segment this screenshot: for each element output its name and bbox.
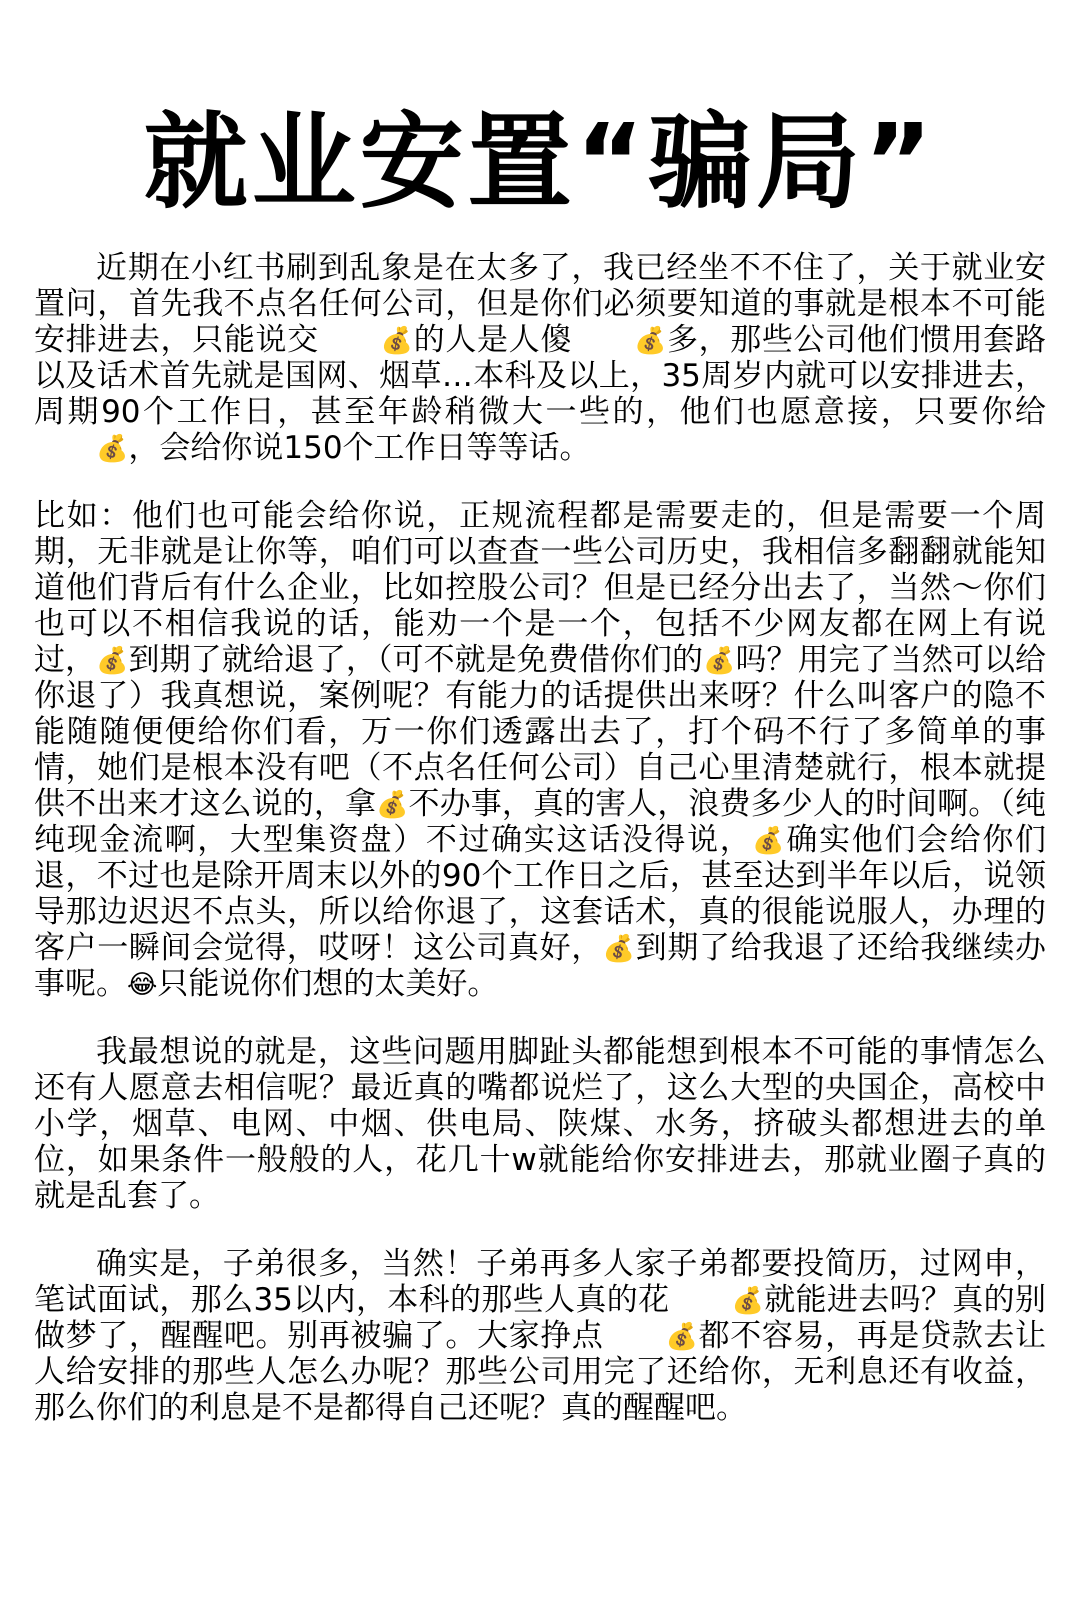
- paragraph-text: 都不容易，再是贷款去让人给安排的那些人怎么办呢？那些公司用完了还给你，无利息还有收益，那么你们的利息是不是都得自己还呢？真的醒醒吧。: [34, 1318, 1047, 1426]
- laughing-tears-icon: 😂: [127, 970, 158, 1000]
- money-bag-icon: 💰: [602, 934, 636, 964]
- money-bag-icon: 💰: [665, 1322, 698, 1352]
- money-bag-icon: 💰: [752, 826, 785, 856]
- paragraph-text: 的人是人傻: [413, 322, 572, 358]
- paragraph-text: 不办事，真的害人，浪费多少人的时间啊。（纯纯现金流啊，大型集资盘）不过确实这话没得说，: [34, 786, 1047, 858]
- paragraph-text: ，会给你说150个工作日等等话。: [128, 430, 591, 466]
- money-bag-icon: 💰: [731, 1286, 764, 1316]
- paragraph-text: 我最想说的就是，这些问题用脚趾头都能想到根本不可能的事情怎么还有人愿意去相信呢？最近真的嘴都说烂了，这么大型的央国企，高校中小学，烟草、电网、中烟、供电局、陕煤、水务，挤破头都想进去的单位，如果条件一般般的人，花几十w就能给你安排进去，那就业圈子真的就是乱套了。: [34, 1034, 1046, 1214]
- paragraph-text: 确实他们会给你们退，不过也是除开周末以外的90个工作日之后，甚至达到半年以后，说领导那边迟迟不点头，所以给你退了，这套话术，真的很能说服人，办理的客户一瞬间会觉得，哎呀！这公司真好，: [34, 822, 1046, 966]
- paragraph-3: [34, 1034, 1046, 1214]
- paragraph-text: 到期了就给退了，（可不就是免费借你们的: [128, 642, 704, 678]
- paragraph-4: [34, 1246, 1046, 1426]
- paragraph-text: 只能说你们想的太美好。: [157, 966, 499, 1002]
- article-body: [34, 250, 1046, 1458]
- paragraph-text: 吗？用完了当然可以给你退了）我真想说，案例呢？有能力的话提供出来呀？什么叫客户的隐不能随随便便给你们看，万一你们透露出去了，打个码不行了多简单的事情，她们是根本没有吧（不点名任何公司）自己心里清楚就行，根本就提供不出来才这么说的，拿: [34, 642, 1046, 822]
- money-bag-icon: 💰: [380, 326, 414, 356]
- money-bag-icon: 💰: [96, 434, 129, 464]
- money-bag-icon: 💰: [633, 326, 667, 356]
- paragraph-text: 就能进去吗？真的别做梦了，醒醒吧。别再被骗了。大家挣点: [34, 1282, 1046, 1354]
- paragraph-text: 到期了给我退了还给我继续办事呢。: [34, 930, 1046, 1002]
- paragraph-1: [34, 250, 1046, 466]
- money-bag-icon: 💰: [376, 790, 409, 820]
- money-bag-icon: 💰: [96, 646, 129, 676]
- paragraph-text: 近期在小红书刷到乱象是在太多了，我已经坐不不住了，关于就业安置问，首先我不点名任何公司，但是你们必须要知道的事就是根本不可能安排进去，只能说交: [34, 250, 1046, 358]
- money-bag-icon: 💰: [703, 646, 736, 676]
- paragraph-2: [34, 498, 1046, 1002]
- page-title: 就业安置“骗局”: [143, 101, 937, 223]
- paragraph-text: 多，那些公司他们惯用套路以及话术首先就是国网、烟草…本科及以上，35周岁内就可以安排进去，周期90个工作日，甚至年龄稍微大一些的，他们也愿意接，只要你给: [34, 322, 1047, 430]
- paragraph-text: 比如：他们也可能会给你说，正规流程都是需要走的，但是需要一个周期，无非就是让你等，咱们可以查查一些公司历史，我相信多翻翻就能知道他们背后有什么企业，比如控股公司？但是已经分出去了，当然～你们也可以不相信我说的话，能劝一个是一个，包括不少网友都在网上有说过，: [34, 498, 1046, 678]
- paragraph-text: 确实是，子弟很多，当然！子弟再多人家子弟都要投简历，过网申，笔试面试，那么35以内，本科的那些人真的花: [34, 1246, 1046, 1318]
